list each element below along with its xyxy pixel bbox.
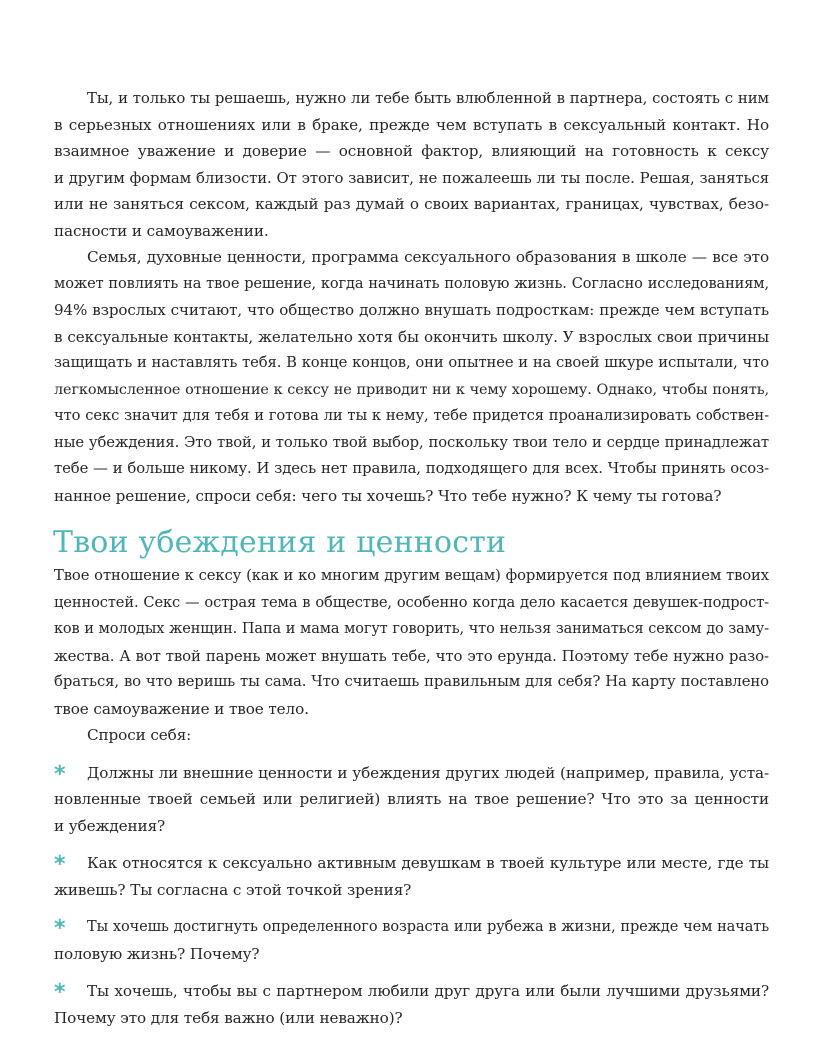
text-line: или не заняться сексом, каждый раз думай о своих вариантах, границах, чувствах, безо- — [54, 195, 769, 213]
text-line: в серьезных отношениях или в браке, прежде чем вступать в сексуальный контакт. Но — [54, 115, 769, 134]
text-line: Семья, духовные ценности, программа сексуального образования в школе — все это — [87, 248, 769, 266]
bullet-item — [54, 914, 769, 967]
asterisk-bullet-icon: * — [54, 852, 66, 877]
text-line: Ты, и только ты решаешь, нужно ли тебе быть влюбленной в партнера, состоять с ним — [87, 89, 769, 107]
text-line: Почему это для тебя важно (или неважно)? — [54, 1008, 403, 1027]
text-line: ные убеждения. Это твой, и только твой выбор, поскольку твои тело и сердце принадлежат — [54, 433, 769, 451]
text-line: 94% взрослых считают, что общество должно внушать подросткам: прежде чем вступать — [54, 301, 769, 319]
text-line: и другим формам близости. От этого зависит, не пожалеешь ли ты после. Решая, заняться — [54, 168, 769, 187]
section-paragraph — [54, 563, 769, 749]
text-line: Ты хочешь, чтобы вы с партнером любили друг друга или были лучшими друзьями? — [87, 982, 769, 1000]
text-line: тебе — и больше никому. И здесь нет правила, подходящего для всех. Чтобы принять осоз- — [54, 460, 769, 477]
prompt-text: Спроси себя: — [87, 726, 192, 744]
text-line: легкомысленное отношение к сексу не приводит ни к чему хорошему. Однако, чтобы понять, — [54, 381, 769, 398]
bullet-item — [54, 760, 769, 840]
text-line: жества. А вот твой парень может внушать тебе, что это ерунда. Поэтому тебе нужно разо- — [54, 646, 769, 665]
text-line: половую жизнь? Почему? — [54, 944, 260, 963]
bullet-item — [54, 978, 769, 1031]
intro-paragraph-1 — [54, 85, 769, 244]
text-line: браться, во что веришь ты сама. Что считаешь правильным для себя? На карту поставлено — [54, 673, 769, 690]
asterisk-bullet-icon: * — [54, 761, 66, 787]
text-line: новленные твоей семьей или религией) влиять на твое решение? Что это за ценности — [54, 790, 769, 808]
text-line: Должны ли внешние ценности и убеждения других людей (например, правила, уста- — [87, 763, 769, 782]
section-heading: Твои убеждения и ценности — [53, 525, 507, 560]
text-line: твое самоуважение и твое тело. — [54, 699, 309, 718]
text-line: взаимное уважение и доверие — основной фактор, влияющий на готовность к сексу — [54, 142, 769, 160]
text-line: ценностей. Секс — острая тема в обществе, особенно когда дело касается девушек-подрост- — [54, 593, 769, 611]
text-line: в сексуальные контакты, желательно хотя бы окончить школу. У взрослых свои причины — [54, 327, 769, 346]
text-line: защищать и наставлять тебя. В конце концов, они опытнее и на своей шкуре испытали, что — [54, 354, 769, 371]
text-line: ков и молодых женщин. Папа и мама могут говорить, что нельзя заниматься сексом до заму- — [54, 621, 769, 637]
text-line: живешь? Ты согласна с этой точкой зрения? — [54, 880, 412, 899]
text-line: Твое отношение к сексу (как и ко многим другим вещам) формируется под влиянием твоих — [54, 567, 769, 584]
asterisk-bullet-icon: * — [54, 980, 66, 1005]
text-line: и убеждения? — [54, 816, 166, 835]
intro-paragraph-2 — [54, 244, 769, 509]
bullet-item — [54, 850, 769, 903]
text-line: Как относятся к сексуально активным девушкам в твоей культуре или месте, где ты — [87, 854, 769, 872]
asterisk-bullet-icon: * — [54, 916, 66, 941]
text-line: пасности и самоуважении. — [54, 221, 269, 240]
text-line: нанное решение, спроси себя: чего ты хочешь? Что тебе нужно? К чему ты готова? — [54, 486, 722, 505]
text-line: может повлиять на твое решение, когда начинать половую жизнь. Согласно исследованиям, — [54, 275, 769, 292]
text-line: что секс значит для тебя и готова ли ты к нему, тебе придется проанализировать собствен- — [54, 407, 769, 424]
book-page — [54, 85, 769, 1031]
text-line: Ты хочешь достигнуть определенного возраста или рубежа в жизни, прежде чем начать — [87, 919, 769, 935]
